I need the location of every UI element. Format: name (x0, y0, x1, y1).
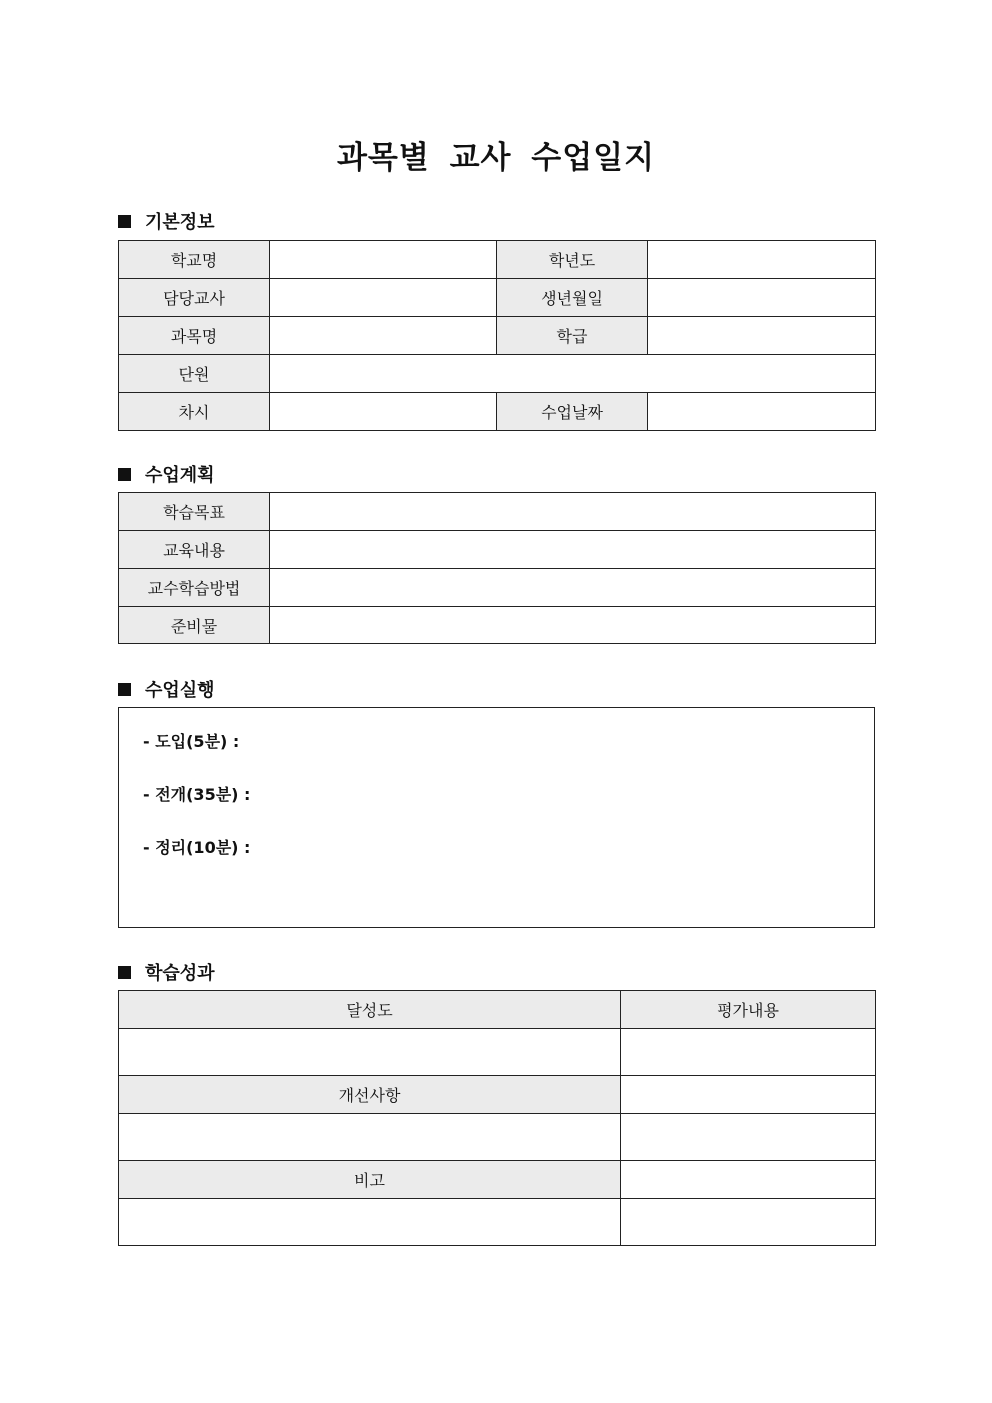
teacher-field[interactable] (270, 279, 497, 317)
basic-info-table (118, 240, 876, 431)
table-row (119, 1029, 876, 1076)
lesson-date-field[interactable] (648, 393, 876, 431)
learning-goal-label: 학습목표 (119, 493, 270, 531)
section-heading-label: 수업실행 (145, 680, 215, 701)
achievement-field[interactable] (119, 1029, 621, 1076)
table-row (119, 1114, 876, 1161)
table-row (119, 1161, 876, 1199)
lesson-date-label: 수업날짜 (497, 393, 648, 431)
improvement-field[interactable] (119, 1114, 621, 1161)
section-heading-label: 수업계획 (145, 465, 215, 486)
square-bullet-icon (118, 966, 131, 979)
lesson-plan-table (118, 492, 876, 644)
section-heading-basic-info (118, 208, 215, 234)
evaluation-label: 평가내용 (621, 991, 876, 1029)
achievement-label: 달성도 (119, 991, 621, 1029)
intro-line: - 도입(5분) : (143, 732, 240, 751)
page-title: 과목별 교사 수업일지 (336, 140, 656, 176)
learning-goal-field[interactable] (270, 493, 876, 531)
wrap-up-line: - 정리(10분) : (143, 838, 251, 857)
period-field[interactable] (270, 393, 497, 431)
evaluation-field[interactable] (621, 1161, 876, 1199)
table-row (119, 607, 876, 644)
table-row (119, 569, 876, 607)
table-row (119, 1076, 876, 1114)
table-row (119, 531, 876, 569)
square-bullet-icon (118, 215, 131, 228)
evaluation-field[interactable] (621, 1076, 876, 1114)
materials-label: 준비물 (119, 607, 270, 644)
unit-label: 단원 (119, 355, 270, 393)
lesson-execution-box[interactable] (118, 707, 875, 928)
table-row (119, 393, 876, 431)
subject-field[interactable] (270, 317, 497, 355)
class-label: 학급 (497, 317, 648, 355)
school-year-label: 학년도 (497, 241, 648, 279)
table-row (119, 991, 876, 1029)
period-label: 차시 (119, 393, 270, 431)
table-row (119, 355, 876, 393)
section-heading-label: 학습성과 (145, 963, 215, 984)
subject-label: 과목명 (119, 317, 270, 355)
school-name-field[interactable] (270, 241, 497, 279)
evaluation-field[interactable] (621, 1029, 876, 1076)
table-row (119, 1199, 876, 1246)
section-heading-label: 기본정보 (145, 212, 215, 233)
development-line: - 전개(35분) : (143, 785, 251, 804)
table-row (119, 241, 876, 279)
remarks-field[interactable] (119, 1199, 621, 1246)
square-bullet-icon (118, 683, 131, 696)
teacher-label: 담당교사 (119, 279, 270, 317)
school-name-label: 학교명 (119, 241, 270, 279)
table-row (119, 493, 876, 531)
table-row (119, 317, 876, 355)
birthdate-label: 생년월일 (497, 279, 648, 317)
learning-results-table (118, 990, 876, 1246)
section-heading-learning-results (118, 959, 215, 985)
class-field[interactable] (648, 317, 876, 355)
school-year-field[interactable] (648, 241, 876, 279)
evaluation-field[interactable] (621, 1199, 876, 1246)
section-heading-lesson-execution (118, 676, 215, 702)
teaching-method-field[interactable] (270, 569, 876, 607)
content-field[interactable] (270, 531, 876, 569)
content-label: 교육내용 (119, 531, 270, 569)
unit-field[interactable] (270, 355, 876, 393)
improvement-label: 개선사항 (119, 1076, 621, 1114)
table-row (119, 279, 876, 317)
section-heading-lesson-plan (118, 461, 215, 487)
birthdate-field[interactable] (648, 279, 876, 317)
evaluation-field[interactable] (621, 1114, 876, 1161)
teaching-method-label: 교수학습방법 (119, 569, 270, 607)
remarks-label: 비고 (119, 1161, 621, 1199)
materials-field[interactable] (270, 607, 876, 644)
square-bullet-icon (118, 468, 131, 481)
